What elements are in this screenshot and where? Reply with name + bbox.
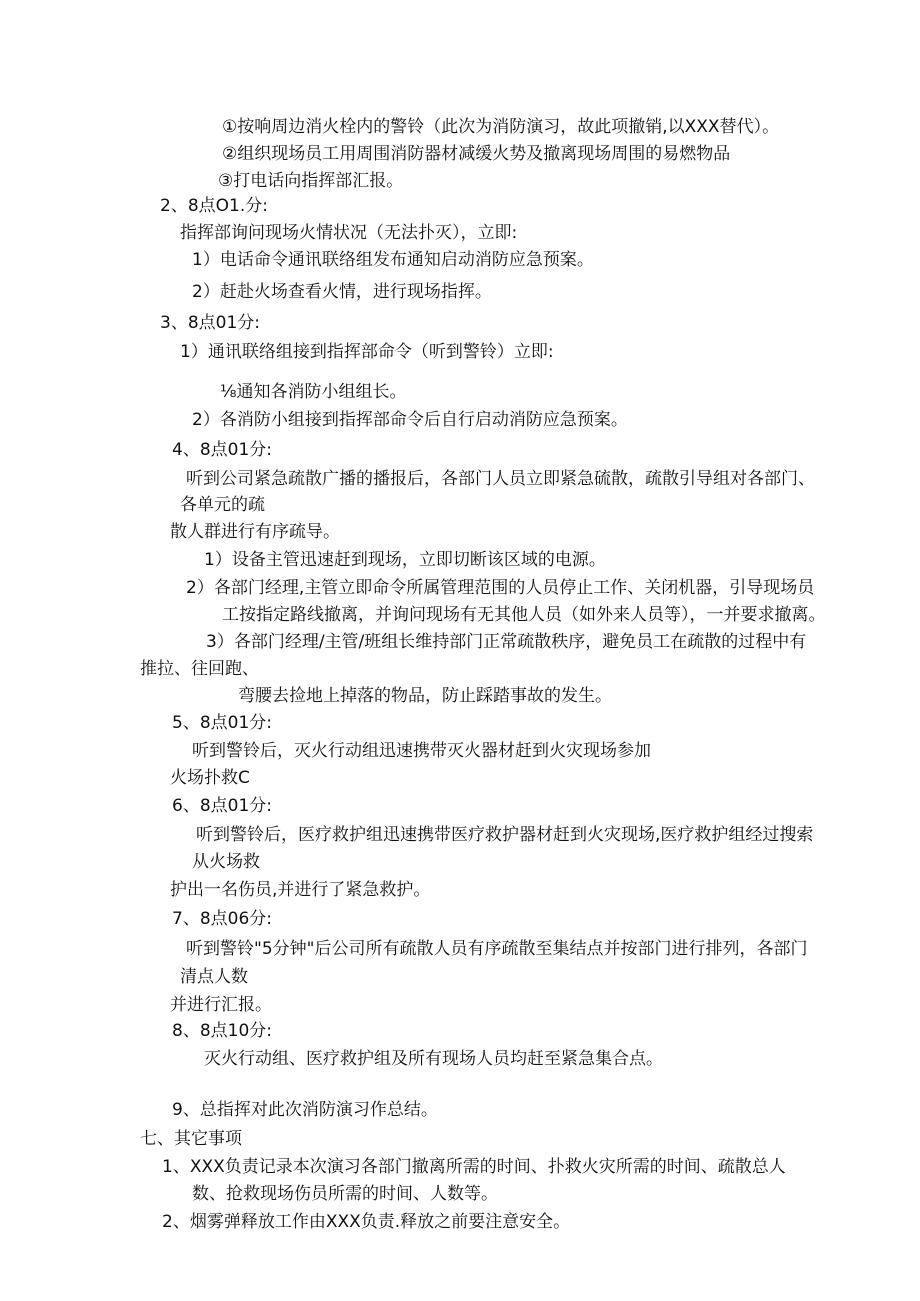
section-8-heading: 8、8点10分:	[172, 1021, 272, 1041]
section-5-paragraph-line-2: 火场扑救C	[170, 768, 250, 788]
other-matters-item-2: 2、烟雾弹释放工作由XXX负责.释放之前要注意安全。	[162, 1212, 571, 1232]
section-7-paragraph-line-1: 听到警铃"5分钟"后公司所有疏散人员有序疏散至集结点并按部门进行排列，各部门	[186, 939, 808, 959]
section-3-item-2: 2）各消防小组接到指挥部命令后自行启动消防应急预案。	[192, 410, 628, 430]
section-7-paragraph-line-3: 并进行汇报。	[170, 995, 272, 1015]
section-4-item-3-line-1: 3）各部门经理/主管/班组长维持部门正常疏散秩序，避免员工在疏散的过程中有	[206, 632, 807, 652]
section-4-item-2-line-2: 工按指定路线撤离，并询问现场有无其他人员（如外来人员等），一并要求撤离。	[222, 605, 826, 625]
other-matters-item-1-line-1: 1、XXX负责记录本次演习各部门撤离所需的时间、扑救火灾所需的时间、疏散总人	[162, 1157, 786, 1177]
alarm-step-2: ②组织现场员工用周围消防器材减缓火势及撤离现场周围的易燃物品	[222, 144, 731, 164]
section-4-paragraph-line-3: 散人群进行有序疏导。	[170, 522, 340, 542]
section-4-item-1: 1）设备主管迅速赶到现场，立即切断该区域的电源。	[204, 550, 606, 570]
section-8-paragraph: 灭火行动组、医疗救护组及所有现场人员均赶至紧急集合点。	[204, 1049, 663, 1069]
section-6-paragraph-line-2: 从火场救	[192, 852, 260, 872]
section-2-item-2: 2）赶赴火场查看火情，进行现场指挥。	[192, 282, 492, 302]
section-3-notify: ⅛通知各消防小组组长。	[220, 382, 407, 402]
section-3-item-1: 1）通讯联络组接到指挥部命令（听到警铃）立即:	[180, 342, 554, 362]
section-6-heading: 6、8点01分:	[172, 796, 272, 816]
section-9-heading: 9、总指挥对此次消防演习作总结。	[172, 1100, 438, 1120]
section-3-heading: 3、8点01分:	[160, 313, 260, 333]
section-7-paragraph-line-2: 清点人数	[180, 967, 248, 987]
section-6-paragraph-line-1: 听到警铃后，医疗救护组迅速携带医疗救护器材赶到火灾现场,医疗救护组经过搜索	[196, 825, 814, 845]
other-matters-heading: 七、其它事项	[140, 1129, 242, 1149]
alarm-step-1: ①按响周边消火栓内的警铃（此次为消防演习，故此项撤销,以XXX替代）。	[222, 117, 780, 137]
section-4-item-2-line-1: 2）各部门经理,主管立即命令所属管理范围的人员停止工作、关闭机器，引导现场员	[186, 578, 815, 598]
alarm-step-3: ③打电话向指挥部汇报。	[218, 171, 404, 191]
section-4-heading: 4、8点01分:	[172, 440, 272, 460]
section-7-heading: 7、8点06分:	[172, 909, 272, 929]
section-4-item-3-line-3: 弯腰去捡地上掉落的物品，防止踩踏事故的发生。	[238, 686, 612, 706]
section-5-paragraph-line-1: 听到警铃后，灭火行动组迅速携带灭火器材赶到火灾现场参加	[192, 741, 651, 761]
section-4-paragraph-line-2: 各单元的疏	[180, 495, 265, 515]
other-matters-item-1-line-2: 数、抢救现场伤员所需的时间、人数等。	[192, 1184, 498, 1204]
section-5-heading: 5、8点01分:	[172, 713, 272, 733]
section-2-item-1: 1）电话命令通讯联络组发布通知启动消防应急预案。	[192, 250, 594, 270]
section-2-heading: 2、8点O1.分:	[160, 196, 268, 216]
section-6-paragraph-line-3: 护出一名伤员,并进行了紧急救护。	[170, 880, 431, 900]
section-2-intro: 指挥部询问现场火情状况（无法扑灭），立即:	[180, 223, 518, 243]
section-4-paragraph-line-1: 听到公司紧急疏散广播的播报后，各部门人员立即紧急硫散，疏散引导组对各部门、	[186, 469, 815, 489]
section-4-item-3-line-2: 推拉、往回跑、	[140, 659, 259, 679]
